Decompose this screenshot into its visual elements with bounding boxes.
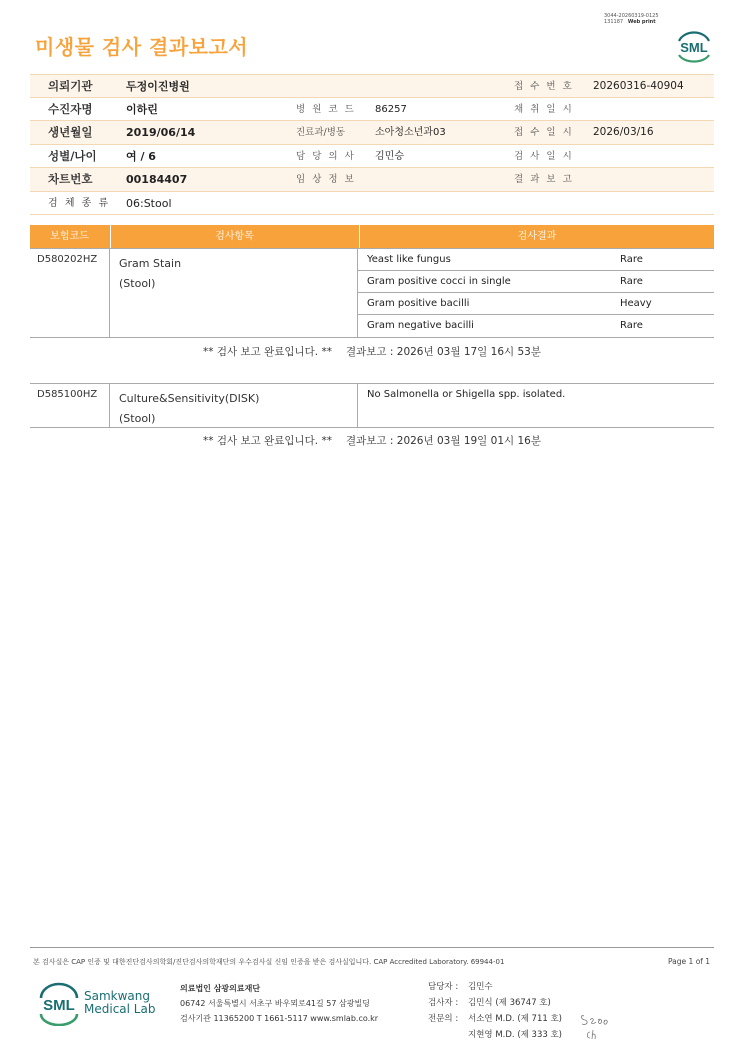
birth-date: 2019/06/14: [126, 126, 196, 139]
receipt-date: 2026/03/16: [593, 126, 654, 138]
test-name: [119, 254, 181, 294]
result-row: [358, 249, 714, 271]
collection-date-label: 채 취 일 시: [514, 103, 574, 115]
header-test-result: 검사결과: [359, 225, 714, 248]
footer-divider: [30, 947, 714, 948]
staff-row: [428, 1027, 562, 1043]
result-value: Rare: [620, 254, 643, 265]
org-name: 의료법인 삼광의료재단: [180, 984, 261, 993]
result-value: Rare: [620, 320, 643, 331]
chart-number-label: 차트번호: [48, 172, 93, 186]
sex-age: 여 / 6: [126, 149, 156, 163]
sml-logo: [673, 27, 715, 63]
result-name: Yeast like fungus: [367, 254, 451, 265]
organization-info: [180, 981, 378, 1026]
result-name: Gram positive cocci in single: [367, 276, 511, 287]
brand-line1: Samkwang: [84, 989, 150, 1003]
staff-name: 김민수: [468, 982, 493, 992]
test-name-line1: Culture&Sensitivity(DISK): [119, 392, 260, 405]
patient-info-table: [30, 74, 714, 215]
test-block-culture: [30, 383, 714, 428]
complete-message: ** 검사 보고 완료입니다. **: [203, 346, 332, 358]
org-address: 06742 서울특별시 서초구 바우뫼로41길 57 삼광빌딩: [180, 999, 370, 1008]
report-code: [604, 13, 659, 25]
staff-row: [428, 979, 562, 995]
test-name: [119, 389, 259, 429]
complete-message: ** 검사 보고 완료입니다. **: [203, 435, 332, 447]
report-code-line2: 131187: [604, 19, 624, 25]
clinical-info-label: 임 상 정 보: [296, 174, 356, 185]
test-code: D585100HZ: [37, 389, 98, 400]
result-report-label: 결 과 보 고: [514, 174, 574, 185]
result-row: [358, 271, 714, 293]
test-name-line1: Gram Stain: [119, 257, 182, 270]
requesting-institution: 두정이진병원: [126, 80, 190, 93]
staff-list: [428, 979, 562, 1043]
org-contact: 검사기관 11365200 T 1661-5117 www.smlab.co.kr: [180, 1014, 379, 1023]
info-row: [30, 145, 714, 169]
hospital-code: 86257: [375, 103, 407, 115]
staff-name: 서소연 M.D. (제 711 호): [468, 1014, 563, 1024]
requesting-institution-label: 의뢰기관: [48, 79, 93, 93]
brand-line2: Medical Lab: [84, 1002, 156, 1016]
receipt-number: 20260316-40904: [593, 80, 684, 92]
doctor: 김민승: [375, 150, 404, 162]
info-row: [30, 192, 714, 216]
chart-number: 00184407: [126, 173, 188, 186]
results-header: [30, 225, 714, 248]
result-value: Heavy: [620, 298, 652, 309]
header-insurance-code: 보험코드: [50, 231, 89, 242]
sml-logo-text: SML: [680, 40, 708, 55]
result-value: Rare: [620, 276, 643, 287]
result-row: [358, 315, 714, 337]
test-code: D580202HZ: [37, 254, 98, 265]
info-row: [30, 74, 714, 98]
report-code-line1: 3044-20260319-0125: [604, 13, 659, 19]
page-number: Page 1 of 1: [668, 957, 711, 966]
staff-row: [428, 1011, 562, 1027]
report-time: 결과보고 : 2026년 03월 17일 16시 53분: [345, 346, 541, 358]
info-row: [30, 168, 714, 192]
accreditation-note: 본 검사실은 CAP 인증 및 대한진단검사의학회/진단검사의학재단의 우수검사실 신임 인증을 받은 검사실입니다. CAP Accredited Laboratory. 69944-01: [33, 958, 505, 966]
receipt-number-label: 접 수 번 호: [514, 81, 574, 92]
test-name-line2: (Stool): [119, 277, 156, 290]
handwritten-signature: [578, 1008, 610, 1042]
doctor-label: 담 당 의 사: [296, 150, 356, 162]
result-name: Gram positive bacilli: [367, 298, 470, 309]
test-block-gram-stain: [30, 248, 714, 338]
report-title: 미생물 검사 결과보고서: [35, 35, 249, 59]
report-time: 결과보고 : 2026년 03월 19일 01시 16분: [345, 435, 541, 447]
web-print-label: Web print: [627, 19, 656, 25]
brand-name: [84, 990, 155, 1016]
department-label: 진료과/병동: [296, 127, 346, 138]
hospital-code-label: 병 원 코 드: [296, 103, 356, 115]
staff-role: 담당자 :: [428, 982, 459, 992]
patient-name: 이하린: [126, 102, 158, 116]
staff-role: 검사자 :: [428, 998, 459, 1008]
specimen-type: 06:Stool: [126, 196, 172, 210]
department: 소아청소년과03: [375, 127, 446, 138]
staff-name: 김민식 (제 36747 호): [468, 998, 551, 1008]
birth-date-label: 생년월일: [48, 125, 93, 139]
patient-name-label: 수진자명: [48, 101, 93, 116]
staff-row: [428, 995, 562, 1011]
result-row: [358, 293, 714, 315]
result-name: Gram negative bacilli: [367, 320, 474, 331]
test-name-line2: (Stool): [119, 412, 156, 425]
info-row: [30, 121, 714, 145]
report-complete-line: [30, 433, 714, 448]
sex-age-label: 성별/나이: [48, 148, 97, 163]
specimen-type-label: 검 체 종 류: [48, 197, 111, 209]
report-complete-line: [30, 344, 714, 359]
info-row: [30, 98, 714, 122]
staff-name: 지현영 M.D. (제 333 호): [468, 1030, 563, 1040]
staff-role: 전문의 :: [428, 1014, 459, 1024]
header-test-item: 검사항목: [110, 225, 358, 248]
sml-footer-logo: [36, 980, 82, 1026]
sml-footer-logo-text: SML: [43, 997, 75, 1014]
result-text: No Salmonella or Shigella spp. isolated.: [367, 389, 566, 400]
test-date-label: 검 사 일 시: [514, 150, 574, 162]
receipt-date-label: 접 수 일 시: [514, 127, 574, 138]
